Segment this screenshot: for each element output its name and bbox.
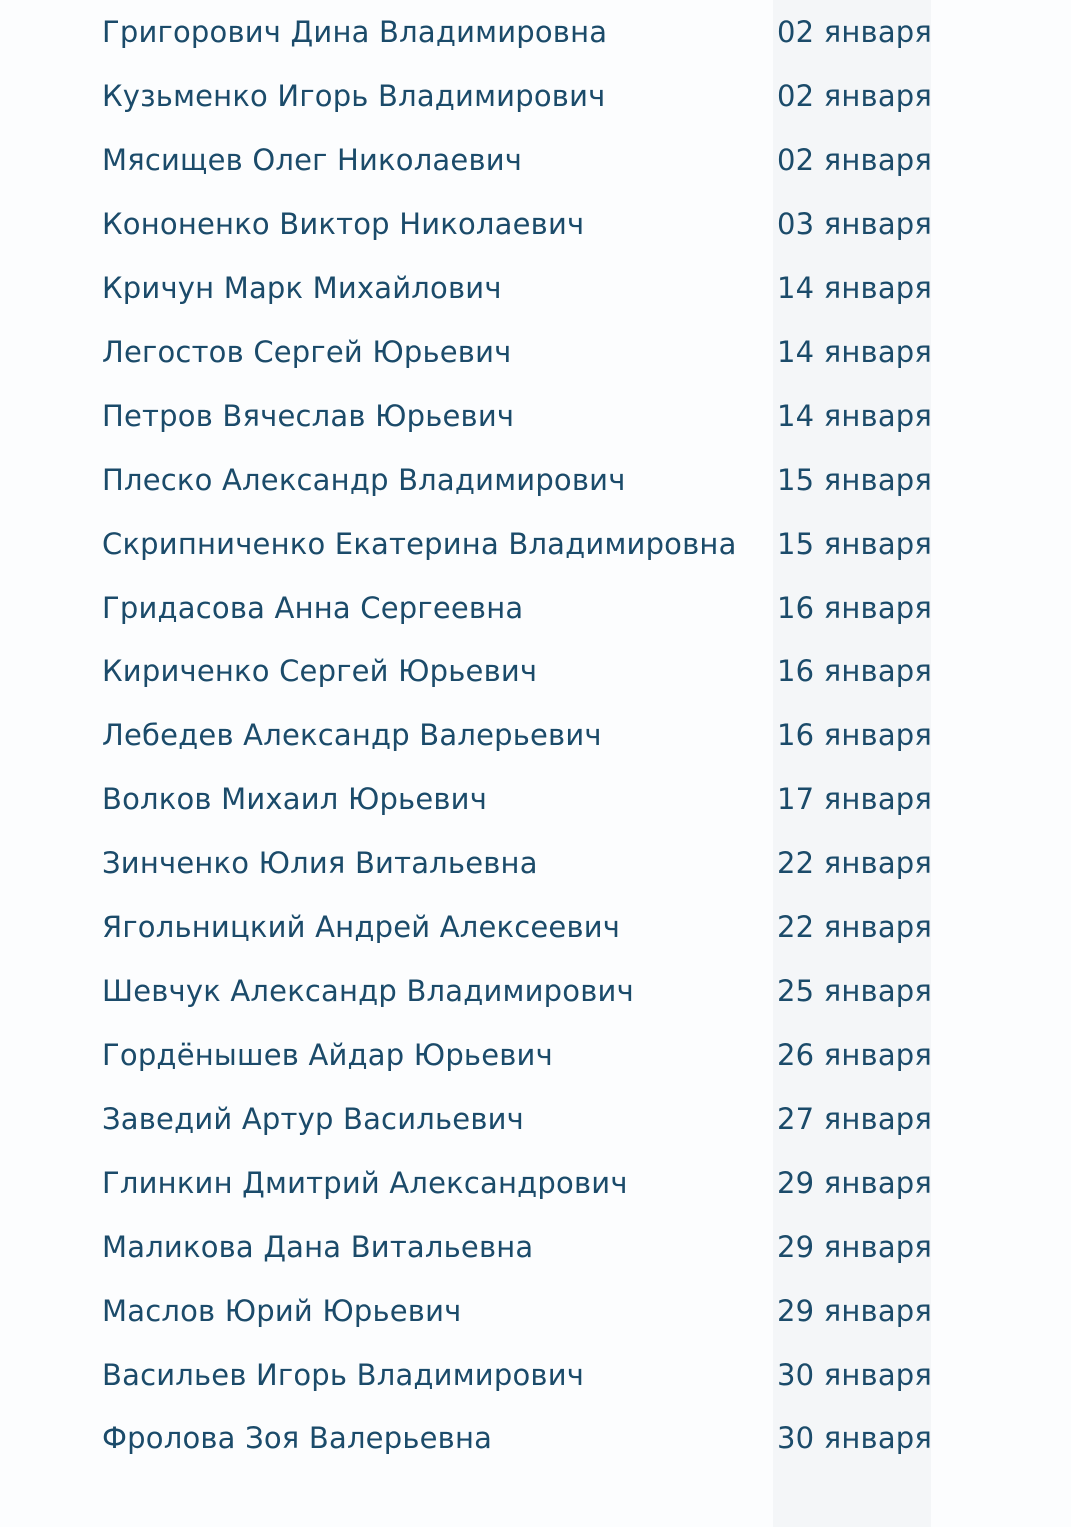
list-item — [0, 1283, 1071, 1339]
birth-date: 29 января — [777, 1230, 933, 1264]
birth-date: 29 января — [777, 1294, 933, 1328]
list-item — [0, 899, 1071, 955]
birth-date: 14 января — [777, 335, 933, 369]
person-name: Гридасова Анна Сергеевна — [102, 591, 524, 625]
list-item — [0, 1027, 1071, 1083]
person-name: Скрипниченко Екатерина Владимировна — [102, 527, 737, 561]
person-name: Кононенко Виктор Николаевич — [102, 207, 585, 241]
list-item — [0, 324, 1071, 380]
person-name: Легостов Сергей Юрьевич — [102, 335, 512, 369]
list-item — [0, 260, 1071, 316]
birth-date: 02 января — [777, 15, 933, 49]
birth-date: 30 января — [777, 1421, 933, 1455]
list-item — [0, 580, 1071, 636]
birth-date: 15 января — [777, 463, 933, 497]
birth-date: 02 января — [777, 143, 933, 177]
person-name: Маслов Юрий Юрьевич — [102, 1294, 462, 1328]
birth-date: 30 января — [777, 1358, 933, 1392]
list-item — [0, 707, 1071, 763]
birth-date: 17 января — [777, 782, 933, 816]
list-item — [0, 963, 1071, 1019]
list-item — [0, 452, 1071, 508]
person-name: Зинченко Юлия Витальевна — [102, 846, 538, 880]
person-name: Шевчук Александр Владимирович — [102, 974, 634, 1008]
person-name: Заведий Артур Васильевич — [102, 1102, 524, 1136]
list-item — [0, 1347, 1071, 1403]
birth-date: 25 января — [777, 974, 933, 1008]
list-item — [0, 1091, 1071, 1147]
birth-date: 02 января — [777, 79, 933, 113]
person-name: Глинкин Дмитрий Александрович — [102, 1166, 628, 1200]
person-name: Кузьменко Игорь Владимирович — [102, 79, 606, 113]
list-item — [0, 516, 1071, 572]
birth-date: 16 января — [777, 718, 933, 752]
person-name: Мясищев Олег Николаевич — [102, 143, 523, 177]
person-name: Григорович Дина Владимировна — [102, 15, 608, 49]
birth-date: 27 января — [777, 1102, 933, 1136]
list-item — [0, 68, 1071, 124]
list-item — [0, 4, 1071, 60]
person-name: Плеско Александр Владимирович — [102, 463, 626, 497]
list-item — [0, 1219, 1071, 1275]
list-item — [0, 1155, 1071, 1211]
birth-date: 26 января — [777, 1038, 933, 1072]
person-name: Петров Вячеслав Юрьевич — [102, 399, 515, 433]
birth-date: 14 января — [777, 271, 933, 305]
birth-date: 03 января — [777, 207, 933, 241]
birth-date: 14 января — [777, 399, 933, 433]
list-item — [0, 1410, 1071, 1466]
person-name: Кириченко Сергей Юрьевич — [102, 654, 538, 688]
birth-date: 16 января — [777, 591, 933, 625]
birth-date: 22 января — [777, 910, 933, 944]
birth-date: 22 января — [777, 846, 933, 880]
list-item — [0, 771, 1071, 827]
list-item — [0, 643, 1071, 699]
birth-date: 15 января — [777, 527, 933, 561]
birth-date: 16 января — [777, 654, 933, 688]
person-name: Маликова Дана Витальевна — [102, 1230, 534, 1264]
person-name: Васильев Игорь Владимирович — [102, 1358, 585, 1392]
person-name: Ягольницкий Андрей Алексеевич — [102, 910, 621, 944]
person-name: Лебедев Александр Валерьевич — [102, 718, 602, 752]
person-name: Гордёнышев Айдар Юрьевич — [102, 1038, 553, 1072]
person-name: Фролова Зоя Валерьевна — [102, 1421, 493, 1455]
birth-date: 29 января — [777, 1166, 933, 1200]
list-item — [0, 196, 1071, 252]
list-item — [0, 388, 1071, 444]
list-item — [0, 835, 1071, 891]
person-name: Волков Михаил Юрьевич — [102, 782, 488, 816]
person-name: Кричун Марк Михайлович — [102, 271, 502, 305]
list-item — [0, 132, 1071, 188]
